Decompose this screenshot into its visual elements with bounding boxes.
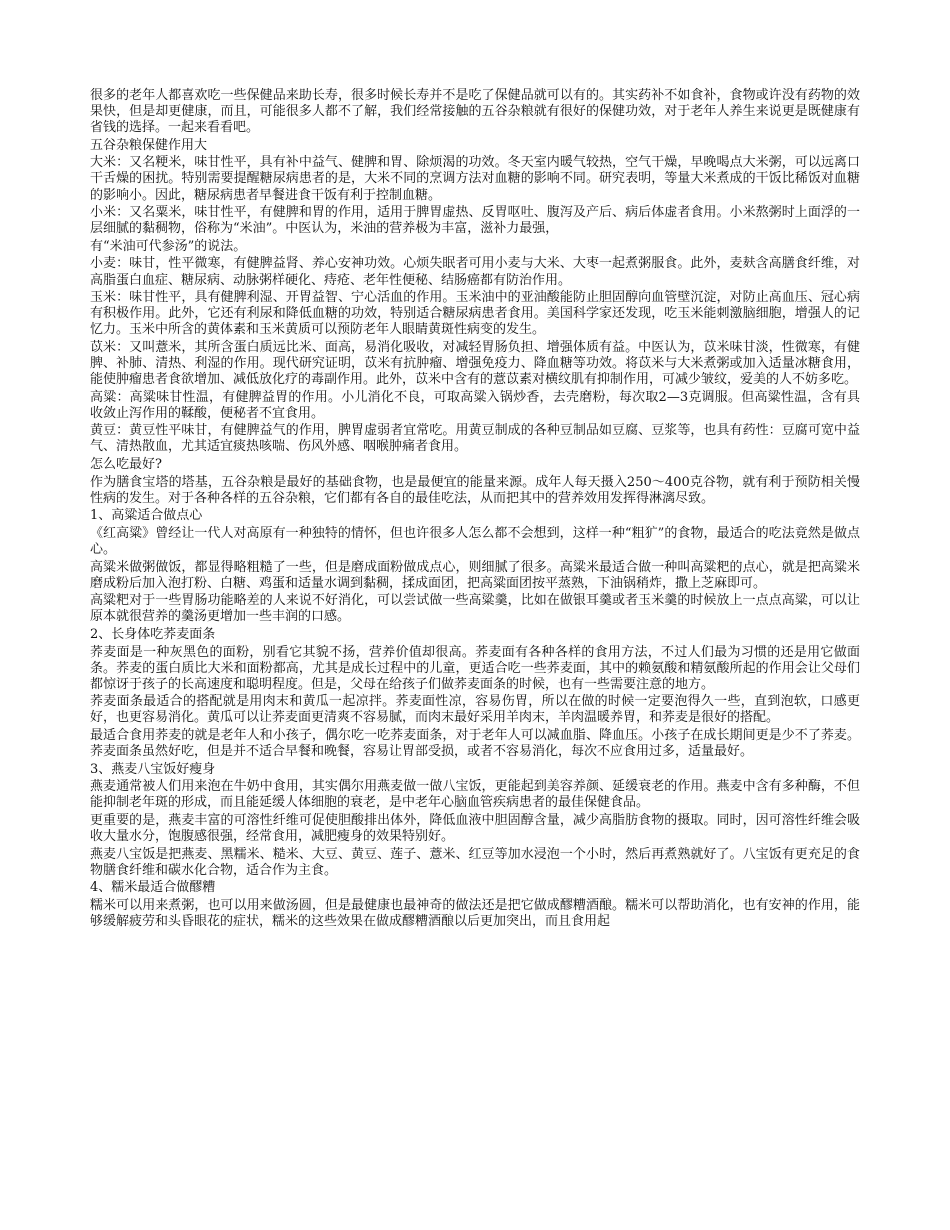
subheading-glutinous-rice: 4、糯米最适合做醪糟 [90, 880, 216, 896]
subheading-oat-babaofan: 3、燕麦八宝饭好瘦身 [90, 761, 216, 777]
paragraph-huangdou: 黄豆：黄豆性平味甘，有健脾益气的作用，脾胃虚弱者宜常吃。用黄豆制成的各种豆制品如豆腐、豆浆等，也具有药性：豆腐可宽中益气、清热散血，尤其适宜痰热咳喘、伤风外感、咽喉肿痛者食用。 [90, 423, 860, 455]
paragraph-buckwheat-1: 荞麦面是一种灰黑色的面粉，别看它其貌不扬，营养价值却很高。荞麦面有各种各样的食用方法，不过人们最为习惯的还是用它做面条。荞麦的蛋白质比大米和面粉都高，尤其是成长过程中的儿童，更适合吃一些荞麦面，其中的赖氨酸和精氨酸所起的作用会让父母们都惊讶于孩子的长高速度和聪明程度。但是，父母在给孩子们做荞麦面条的时候，也有一些需要注意的地方。 [90, 644, 860, 692]
paragraph-glutinous-rice-1: 糯米可以用来煮粥，也可以用来做汤圆，但是最健康也最神奇的做法还是把它做成醪糟酒酿。糯米可以帮助消化，也有安神的作用，能够缓解疲劳和头昏眼花的症状，糯米的这些效果在做成醪糟酒酿以后更加突出，而且食用起 [90, 898, 860, 930]
paragraph-gaoliang: 高粱：高粱味甘性温，有健脾益胃的作用。小儿消化不良，可取高粱入锅炒香，去壳磨粉，每次取2—3克调服。但高粱性温，含有具收敛止泻作用的鞣酸，便秘者不宜食用。 [90, 389, 860, 421]
paragraph-buckwheat-3: 最适合食用荞麦的就是老年人和小孩子，偶尔吃一吃荞麦面条，对于老年人可以减血脂、降血压。小孩子在成长期间更是少不了荞麦。荞麦面条虽然好吃，但是并不适合早餐和晚餐，容易让胃部受损，或者不容易消化，每次不应食用过多，适量最好。 [90, 728, 860, 760]
paragraph-xiaomai: 小麦：味甘，性平微寒，有健脾益肾、养心安神功效。心烦失眠者可用小麦与大米、大枣一起煮粥服食。此外，麦麸含高膳食纤维，对高脂蛋白血症、糖尿病、动脉粥样硬化、痔疮、老年性便秘、结肠癌都有防治作用。 [90, 256, 860, 288]
section-heading-how-to-eat: 怎么吃最好? [90, 457, 162, 473]
section-heading-benefits: 五谷杂粮保健作用大 [90, 137, 208, 153]
paragraph-gaoliang-2: 高粱米做粥做饭，都显得略粗糙了一些，但是磨成面粉做成点心，则细腻了很多。高粱米最适合做一种叫高粱粑的点心，就是把高粱米磨成粉后加入泡打粉、白糖、鸡蛋和适量水调到黏稠，揉成面团，把高粱面团按平蒸熟，下油锅稍炸，撒上芝麻即可。 [90, 559, 860, 591]
paragraph-xiaomi-continued: 有“米油可代参汤”的说法。 [90, 238, 247, 254]
paragraph-dami: 大米：又名粳米，味甘性平，具有补中益气、健脾和胃、除烦渴的功效。冬天室内暖气较热，空气干燥，早晚喝点大米粥，可以远离口干舌燥的困扰。特别需要提醒糖尿病患者的是，大米不同的烹调方法对血糖的影响不同。研究表明，等量大米煮成的干饭比稀饭对血糖的影响小。因此，糖尿病患者早餐进食干饭有利于控制血糖。 [90, 155, 860, 203]
paragraph-buckwheat-2: 荞麦面条最适合的搭配就是用肉末和黄瓜一起凉拌。荞麦面性凉，容易伤胃，所以在做的时候一定要泡得久一些，直到泡软，口感更好，也更容易消化。黄瓜可以让荞麦面更清爽不容易腻，而肉末最好采用羊肉末，羊肉温暖养胃，和荞麦是很好的搭配。 [90, 694, 860, 726]
paragraph-oat-3: 燕麦八宝饭是把燕麦、黑糯米、糙米、大豆、黄豆、莲子、薏米、红豆等加水浸泡一个小时，然后再煮熟就好了。八宝饭有更充足的食物膳食纤维和碳水化合物，适合作为主食。 [90, 846, 860, 878]
subheading-buckwheat-noodles: 2、长身体吃荞麦面条 [90, 627, 216, 642]
paragraph-gaoliang-1: 《红高粱》曾经让一代人对高原有一种独特的情怀，但也许很多人怎么都不会想到，这样一种“粗犷”的食物，最适合的吃法竟然是做点心。 [90, 525, 860, 558]
subheading-gaoliang-snack: 1、高粱适合做点心 [90, 508, 203, 524]
paragraph-oat-1: 燕麦通常被人们用来泡在牛奶中食用，其实偶尔用燕麦做一做八宝饭，更能起到美容养颜、延缓衰老的作用。燕麦中含有多种酶，不但能抑制老年斑的形成，而且能延缓人体细胞的衰老，是中老年心脑血管疾病患者的最佳保健食品。 [90, 779, 860, 811]
paragraph-yimi: 苡米：又叫薏米，其所含蛋白质远比米、面高，易消化吸收，对减轻胃肠负担、增强体质有益。中医认为，苡米味甘淡，性微寒，有健脾、补肺、清热、利湿的作用。现代研究证明，苡米有抗肿瘤、增强免疫力、降血糖等功效。将苡米与大米煮粥或加入适量冰糖食用，能使肿瘤患者食欲增加、减低放化疗的毒副作用。此外，苡米中含有的薏苡素对横纹肌有抑制作用，可减少皱纹，爱美的人不妨多吃。 [90, 339, 860, 388]
intro-paragraph: 很多的老年人都喜欢吃一些保健品来助长寿，很多时候长寿并不是吃了保健品就可以有的。其实药补不如食补，食物或许没有药物的效果快，但是却更健康，而且，可能很多人都不了解，我们经常接触的五谷杂粮就有很好的保健功效，对于老年人养生来说更是既健康有省钱的选择。一起来看看吧。 [90, 88, 860, 136]
paragraph-oat-2: 更重要的是，燕麦丰富的可溶性纤维可促使胆酸排出体外，降低血液中胆固醇含量，减少高脂肪食物的摄取。同时，因可溶性纤维会吸收大量水分，饱腹感很强，经常食用，减肥瘦身的效果特别好。 [90, 813, 860, 845]
paragraph-xiaomi: 小米：又名粟米，味甘性平，有健脾和胃的作用，适用于脾胃虚热、反胃呕吐、腹泻及产后、病后体虚者食用。小米熬粥时上面浮的一层细腻的黏稠物，俗称为“米油”。中医认为，米油的营养极为丰富，滋补力最强， [90, 205, 860, 237]
paragraph-yumi: 玉米：味甘性平，具有健脾利湿、开胃益智、宁心活血的作用。玉米油中的亚油酸能防止胆固醇向血管壁沉淀，对防止高血压、冠心病有积极作用。此外，它还有利尿和降低血糖的功效，特别适合糖尿病患者食用。美国科学家还发现，吃玉米能刺激脑细胞，增强人的记忆力。玉米中所含的黄体素和玉米黄质可以预防老年人眼睛黄斑性病变的发生。 [90, 290, 860, 338]
article-body [90, 88, 860, 932]
paragraph-how-to-eat-intro: 作为膳食宝塔的塔基，五谷杂粮是最好的基础食物，也是最便宜的能量来源。成年人每天摄入250～400克谷物，就有利于预防相关慢性病的发生。对于各种各样的五谷杂粮，它们都有各自的最佳吃法，从而把其中的营养效用发挥得淋漓尽致。 [90, 474, 860, 506]
paragraph-gaoliang-3: 高粱粑对于一些胃肠功能略差的人来说不好消化，可以尝试做一些高粱羹，比如在做银耳羹或者玉米羹的时候放上一点点高粱，可以让原本就很营养的羹汤更增加一些丰润的口感。 [90, 593, 860, 625]
